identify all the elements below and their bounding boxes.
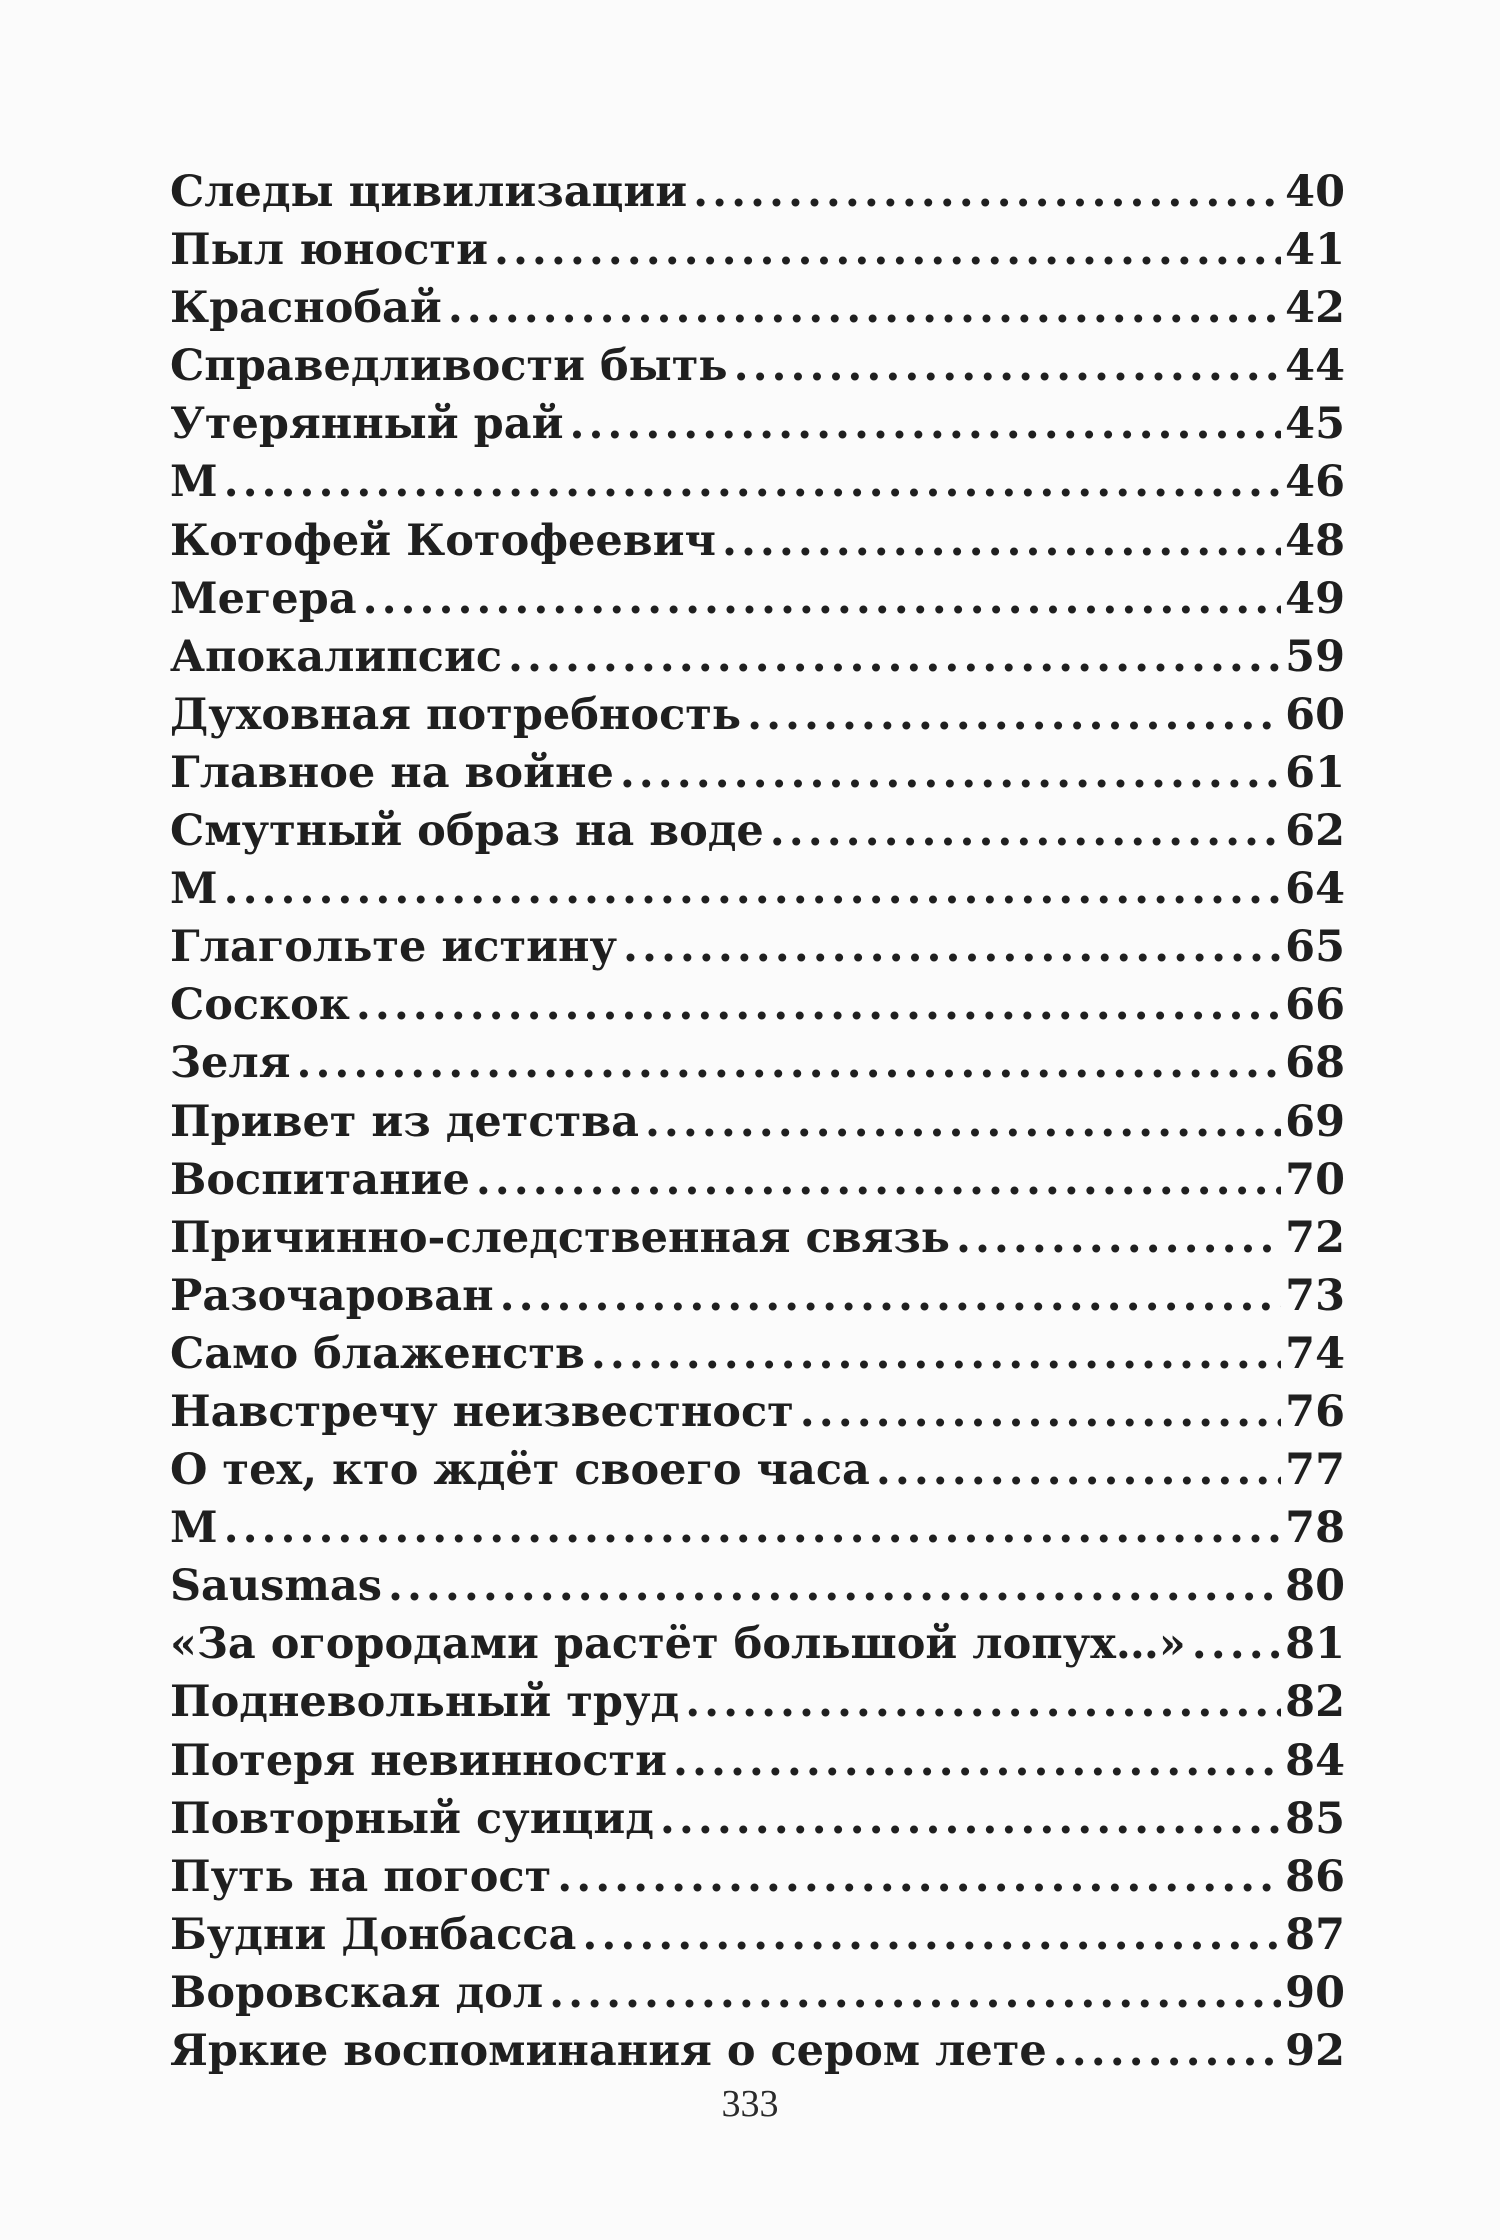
toc-entry-page: 65 (1285, 922, 1345, 973)
dot-leader (722, 512, 1281, 570)
dot-leader (549, 1964, 1281, 2022)
toc-entry-page: 73 (1285, 1270, 1345, 1321)
toc-entry-page: 68 (1285, 1038, 1345, 1089)
toc-entry (170, 802, 1345, 860)
toc-entry (170, 2022, 1345, 2080)
toc-entry-page: 84 (1285, 1735, 1345, 1786)
toc-entry-page: 40 (1285, 167, 1345, 217)
toc-entry-title: Навстречу неизвестност (170, 1386, 794, 1437)
dot-leader (224, 1499, 1282, 1557)
toc-entry-title: Причинно-следственная связь (170, 1212, 950, 1263)
dot-leader (356, 976, 1281, 1034)
toc-entry-page: 77 (1285, 1445, 1345, 1496)
dot-leader (693, 163, 1281, 221)
toc-entry-page: 86 (1285, 1851, 1345, 1902)
toc-entry-title: Повторный суицид (170, 1793, 654, 1844)
toc-entry (170, 1267, 1345, 1325)
toc-entry (170, 1673, 1345, 1731)
dot-leader (685, 1673, 1281, 1731)
dot-leader (557, 1848, 1281, 1906)
dot-leader (1053, 2022, 1281, 2080)
toc-entry-title: Подневольный труд (170, 1677, 680, 1728)
toc-entry (170, 221, 1345, 279)
dot-leader (448, 279, 1281, 337)
toc-entry-page: 90 (1285, 1967, 1345, 2018)
toc-entry (170, 279, 1345, 337)
toc-entry-title: Пыл юности (170, 225, 488, 276)
dot-leader (623, 918, 1281, 976)
dot-leader (591, 1325, 1281, 1383)
toc-entry (170, 1151, 1345, 1209)
dot-leader (734, 337, 1282, 395)
toc-entry-page: 59 (1285, 631, 1345, 682)
dot-leader (388, 1557, 1281, 1615)
toc-entry-title: Соскок (170, 980, 350, 1031)
toc-entry-page: 92 (1285, 2026, 1345, 2076)
toc-entry-title: Зеля (170, 1038, 291, 1089)
dot-leader (770, 802, 1281, 860)
toc-entry (170, 860, 1345, 918)
toc-entry-title: Краснобай (170, 283, 442, 334)
page-number: 333 (721, 2083, 779, 2125)
toc-entry (170, 1441, 1345, 1499)
toc-entry-title: Яркие воспоминания о сером лете (170, 2026, 1047, 2076)
toc-entry (170, 1848, 1345, 1906)
toc-entry-page: 42 (1285, 283, 1345, 334)
toc-entry (170, 976, 1345, 1034)
toc-entry-title: Следы цивилизации (170, 167, 688, 217)
toc-entry-page: 64 (1285, 864, 1345, 915)
toc-entry-title: Главное на войне (170, 747, 614, 798)
toc-entry (170, 453, 1345, 511)
toc-entry-page: 82 (1285, 1677, 1345, 1728)
dot-leader (363, 570, 1282, 628)
dot-leader (224, 860, 1282, 918)
toc-entry-title: «За огородами растёт большой лопух…» (170, 1619, 1186, 1670)
toc-entry-page: 76 (1285, 1386, 1345, 1437)
toc-entry-page: 66 (1285, 980, 1345, 1031)
dot-leader (673, 1732, 1281, 1790)
toc-entry-page: 70 (1285, 1154, 1345, 1205)
dot-leader (876, 1441, 1281, 1499)
toc-entry-page: 44 (1285, 341, 1345, 392)
toc-entry-page: 72 (1285, 1212, 1345, 1263)
dot-leader (508, 628, 1281, 686)
table-of-contents (170, 163, 1345, 2080)
toc-entry-page: 87 (1285, 1909, 1345, 1960)
toc-entry-page: 60 (1285, 689, 1345, 740)
toc-entry (170, 918, 1345, 976)
toc-entry (170, 337, 1345, 395)
dot-leader (800, 1383, 1281, 1441)
toc-entry-title: Духовная потребность (170, 689, 742, 740)
toc-entry-page: 45 (1285, 399, 1345, 450)
toc-entry-title: М (170, 864, 218, 915)
dot-leader (582, 1906, 1281, 1964)
toc-entry (170, 1557, 1345, 1615)
toc-entry (170, 512, 1345, 570)
dot-leader (956, 1209, 1281, 1267)
toc-entry-title: М (170, 457, 218, 508)
toc-entry-title: Котофей Котофеевич (170, 515, 716, 566)
toc-entry-title: Апокалипсис (170, 631, 503, 682)
toc-entry (170, 1209, 1345, 1267)
toc-entry (170, 628, 1345, 686)
toc-entry-page: 62 (1285, 806, 1345, 857)
toc-entry (170, 1093, 1345, 1151)
dot-leader (494, 221, 1281, 279)
toc-entry (170, 686, 1345, 744)
toc-entry-title: Привет из детства (170, 1096, 639, 1147)
toc-entry-page: 61 (1285, 747, 1345, 798)
toc-entry (170, 1964, 1345, 2022)
dot-leader (1192, 1615, 1281, 1673)
toc-entry (170, 570, 1345, 628)
dot-leader (500, 1267, 1282, 1325)
toc-entry-title: Глагольте истину (170, 922, 617, 973)
toc-entry-title: Путь на погост (170, 1851, 552, 1902)
toc-entry (170, 1615, 1345, 1673)
dot-leader (224, 453, 1282, 511)
toc-entry (170, 744, 1345, 802)
toc-entry-page: 74 (1285, 1328, 1345, 1379)
toc-entry (170, 163, 1345, 221)
toc-entry-page: 85 (1285, 1793, 1345, 1844)
toc-entry (170, 1499, 1345, 1557)
toc-entry (170, 1790, 1345, 1848)
toc-entry (170, 1732, 1345, 1790)
dot-leader (620, 744, 1281, 802)
toc-entry (170, 1383, 1345, 1441)
toc-entry-page: 41 (1285, 225, 1345, 276)
toc-entry-title: Воровская дол (170, 1967, 544, 2018)
toc-entry-title: О тех, кто ждёт своего часа (170, 1445, 870, 1496)
dot-leader (569, 395, 1281, 453)
toc-entry-title: Само блаженств (170, 1328, 585, 1379)
dot-leader (747, 686, 1281, 744)
toc-entry-title: Воспитание (170, 1154, 470, 1205)
toc-entry (170, 1325, 1345, 1383)
toc-entry (170, 1034, 1345, 1092)
toc-entry-title: М (170, 1503, 218, 1554)
toc-entry-title: Справедливости быть (170, 341, 728, 392)
toc-entry-title: Sausmas (170, 1561, 382, 1612)
toc-entry-page: 78 (1285, 1503, 1345, 1554)
toc-entry-title: Утерянный рай (170, 399, 564, 450)
toc-entry-page: 46 (1285, 457, 1345, 508)
dot-leader (645, 1093, 1281, 1151)
toc-entry-title: Потеря невинности (170, 1735, 668, 1786)
dot-leader (296, 1034, 1281, 1092)
toc-entry-page: 49 (1285, 573, 1345, 624)
toc-entry-title: Смутный образ на воде (170, 806, 764, 857)
dot-leader (660, 1790, 1281, 1848)
toc-entry-title: Разочарован (170, 1270, 494, 1321)
toc-entry-page: 69 (1285, 1096, 1345, 1147)
toc-entry-page: 48 (1285, 515, 1345, 566)
toc-entry (170, 395, 1345, 453)
toc-entry (170, 1906, 1345, 1964)
dot-leader (476, 1151, 1281, 1209)
toc-entry-page: 81 (1285, 1619, 1345, 1670)
toc-entry-title: Мегера (170, 573, 357, 624)
toc-entry-title: Будни Донбасса (170, 1909, 577, 1960)
toc-entry-page: 80 (1285, 1561, 1345, 1612)
